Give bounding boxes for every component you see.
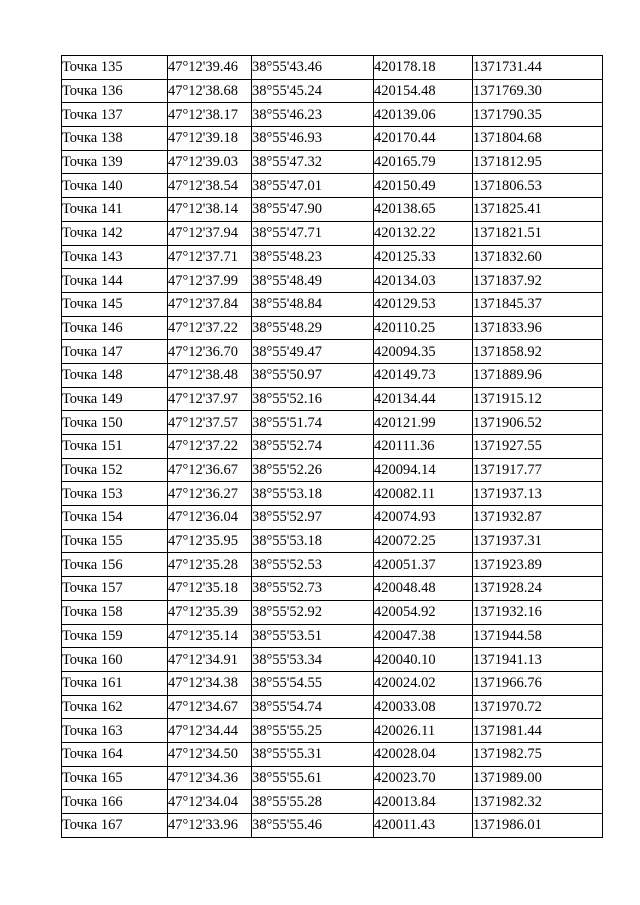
table-row	[62, 695, 603, 719]
point-name-cell: Точка 160	[62, 648, 168, 672]
longitude-cell: 38°55'45.24	[252, 79, 374, 103]
y-coordinate-cell: 1371944.58	[473, 624, 603, 648]
point-name-cell: Точка 156	[62, 553, 168, 577]
latitude-cell: 47°12'38.14	[168, 198, 252, 222]
point-name-cell: Точка 136	[62, 79, 168, 103]
latitude-cell: 47°12'37.99	[168, 269, 252, 293]
longitude-cell: 38°55'52.97	[252, 506, 374, 530]
point-name-cell: Точка 152	[62, 458, 168, 482]
longitude-cell: 38°55'52.74	[252, 435, 374, 459]
point-name-cell: Точка 158	[62, 600, 168, 624]
latitude-cell: 47°12'38.48	[168, 363, 252, 387]
latitude-cell: 47°12'34.50	[168, 742, 252, 766]
x-coordinate-cell: 420094.14	[374, 458, 473, 482]
point-name-cell: Точка 164	[62, 742, 168, 766]
point-name-cell: Точка 162	[62, 695, 168, 719]
x-coordinate-cell: 420165.79	[374, 150, 473, 174]
point-name-cell: Точка 148	[62, 363, 168, 387]
table-row	[62, 624, 603, 648]
x-coordinate-cell: 420094.35	[374, 340, 473, 364]
point-name-cell: Точка 145	[62, 292, 168, 316]
y-coordinate-cell: 1371970.72	[473, 695, 603, 719]
point-name-cell: Точка 153	[62, 482, 168, 506]
x-coordinate-cell: 420149.73	[374, 363, 473, 387]
y-coordinate-cell: 1371915.12	[473, 387, 603, 411]
latitude-cell: 47°12'36.67	[168, 458, 252, 482]
x-coordinate-cell: 420047.38	[374, 624, 473, 648]
y-coordinate-cell: 1371858.92	[473, 340, 603, 364]
point-name-cell: Точка 166	[62, 790, 168, 814]
x-coordinate-cell: 420011.43	[374, 814, 473, 838]
y-coordinate-cell: 1371832.60	[473, 245, 603, 269]
table-row	[62, 56, 603, 80]
y-coordinate-cell: 1371932.16	[473, 600, 603, 624]
table-row	[62, 506, 603, 530]
table-row	[62, 316, 603, 340]
y-coordinate-cell: 1371769.30	[473, 79, 603, 103]
longitude-cell: 38°55'47.32	[252, 150, 374, 174]
table-row	[62, 340, 603, 364]
y-coordinate-cell: 1371923.89	[473, 553, 603, 577]
latitude-cell: 47°12'34.38	[168, 671, 252, 695]
y-coordinate-cell: 1371833.96	[473, 316, 603, 340]
longitude-cell: 38°55'43.46	[252, 56, 374, 80]
y-coordinate-cell: 1371806.53	[473, 174, 603, 198]
x-coordinate-cell: 420139.06	[374, 103, 473, 127]
table-row	[62, 387, 603, 411]
longitude-cell: 38°55'54.55	[252, 671, 374, 695]
point-name-cell: Точка 167	[62, 814, 168, 838]
x-coordinate-cell: 420129.53	[374, 292, 473, 316]
x-coordinate-cell: 420134.03	[374, 269, 473, 293]
longitude-cell: 38°55'55.25	[252, 719, 374, 743]
point-name-cell: Точка 138	[62, 127, 168, 151]
longitude-cell: 38°55'48.29	[252, 316, 374, 340]
latitude-cell: 47°12'34.67	[168, 695, 252, 719]
table-row	[62, 766, 603, 790]
point-name-cell: Точка 143	[62, 245, 168, 269]
coordinates-table-body	[62, 56, 603, 838]
y-coordinate-cell: 1371917.77	[473, 458, 603, 482]
latitude-cell: 47°12'38.17	[168, 103, 252, 127]
x-coordinate-cell: 420054.92	[374, 600, 473, 624]
latitude-cell: 47°12'39.18	[168, 127, 252, 151]
latitude-cell: 47°12'37.22	[168, 316, 252, 340]
x-coordinate-cell: 420013.84	[374, 790, 473, 814]
y-coordinate-cell: 1371825.41	[473, 198, 603, 222]
y-coordinate-cell: 1371889.96	[473, 363, 603, 387]
point-name-cell: Точка 163	[62, 719, 168, 743]
y-coordinate-cell: 1371937.13	[473, 482, 603, 506]
x-coordinate-cell: 420154.48	[374, 79, 473, 103]
y-coordinate-cell: 1371790.35	[473, 103, 603, 127]
y-coordinate-cell: 1371845.37	[473, 292, 603, 316]
latitude-cell: 47°12'37.57	[168, 411, 252, 435]
x-coordinate-cell: 420024.02	[374, 671, 473, 695]
table-row	[62, 529, 603, 553]
latitude-cell: 47°12'34.04	[168, 790, 252, 814]
latitude-cell: 47°12'36.27	[168, 482, 252, 506]
latitude-cell: 47°12'34.91	[168, 648, 252, 672]
table-row	[62, 790, 603, 814]
y-coordinate-cell: 1371989.00	[473, 766, 603, 790]
latitude-cell: 47°12'37.94	[168, 221, 252, 245]
longitude-cell: 38°55'50.97	[252, 363, 374, 387]
longitude-cell: 38°55'54.74	[252, 695, 374, 719]
table-row	[62, 363, 603, 387]
x-coordinate-cell: 420111.36	[374, 435, 473, 459]
x-coordinate-cell: 420082.11	[374, 482, 473, 506]
y-coordinate-cell: 1371966.76	[473, 671, 603, 695]
point-name-cell: Точка 155	[62, 529, 168, 553]
latitude-cell: 47°12'36.70	[168, 340, 252, 364]
longitude-cell: 38°55'55.46	[252, 814, 374, 838]
x-coordinate-cell: 420040.10	[374, 648, 473, 672]
longitude-cell: 38°55'46.23	[252, 103, 374, 127]
x-coordinate-cell: 420072.25	[374, 529, 473, 553]
latitude-cell: 47°12'35.18	[168, 577, 252, 601]
longitude-cell: 38°55'53.18	[252, 529, 374, 553]
longitude-cell: 38°55'47.71	[252, 221, 374, 245]
table-row	[62, 577, 603, 601]
y-coordinate-cell: 1371928.24	[473, 577, 603, 601]
latitude-cell: 47°12'34.36	[168, 766, 252, 790]
y-coordinate-cell: 1371932.87	[473, 506, 603, 530]
table-row	[62, 742, 603, 766]
longitude-cell: 38°55'55.61	[252, 766, 374, 790]
longitude-cell: 38°55'49.47	[252, 340, 374, 364]
longitude-cell: 38°55'55.31	[252, 742, 374, 766]
table-row	[62, 458, 603, 482]
latitude-cell: 47°12'39.03	[168, 150, 252, 174]
point-name-cell: Точка 135	[62, 56, 168, 80]
latitude-cell: 47°12'35.28	[168, 553, 252, 577]
latitude-cell: 47°12'37.97	[168, 387, 252, 411]
point-name-cell: Точка 149	[62, 387, 168, 411]
latitude-cell: 47°12'34.44	[168, 719, 252, 743]
table-row	[62, 269, 603, 293]
table-row	[62, 245, 603, 269]
table-row	[62, 435, 603, 459]
y-coordinate-cell: 1371812.95	[473, 150, 603, 174]
longitude-cell: 38°55'47.01	[252, 174, 374, 198]
y-coordinate-cell: 1371906.52	[473, 411, 603, 435]
longitude-cell: 38°55'52.26	[252, 458, 374, 482]
latitude-cell: 47°12'35.39	[168, 600, 252, 624]
table-row	[62, 648, 603, 672]
latitude-cell: 47°12'35.95	[168, 529, 252, 553]
coordinates-table	[61, 55, 603, 838]
point-name-cell: Точка 159	[62, 624, 168, 648]
longitude-cell: 38°55'52.53	[252, 553, 374, 577]
x-coordinate-cell: 420132.22	[374, 221, 473, 245]
point-name-cell: Точка 151	[62, 435, 168, 459]
latitude-cell: 47°12'37.71	[168, 245, 252, 269]
longitude-cell: 38°55'46.93	[252, 127, 374, 151]
y-coordinate-cell: 1371937.31	[473, 529, 603, 553]
y-coordinate-cell: 1371837.92	[473, 269, 603, 293]
point-name-cell: Точка 154	[62, 506, 168, 530]
latitude-cell: 47°12'38.68	[168, 79, 252, 103]
x-coordinate-cell: 420033.08	[374, 695, 473, 719]
table-row	[62, 198, 603, 222]
latitude-cell: 47°12'37.22	[168, 435, 252, 459]
longitude-cell: 38°55'55.28	[252, 790, 374, 814]
point-name-cell: Точка 150	[62, 411, 168, 435]
y-coordinate-cell: 1371927.55	[473, 435, 603, 459]
x-coordinate-cell: 420138.65	[374, 198, 473, 222]
point-name-cell: Точка 161	[62, 671, 168, 695]
table-row	[62, 221, 603, 245]
longitude-cell: 38°55'48.84	[252, 292, 374, 316]
longitude-cell: 38°55'52.92	[252, 600, 374, 624]
x-coordinate-cell: 420125.33	[374, 245, 473, 269]
point-name-cell: Точка 141	[62, 198, 168, 222]
point-name-cell: Точка 144	[62, 269, 168, 293]
y-coordinate-cell: 1371804.68	[473, 127, 603, 151]
x-coordinate-cell: 420134.44	[374, 387, 473, 411]
longitude-cell: 38°55'53.34	[252, 648, 374, 672]
latitude-cell: 47°12'38.54	[168, 174, 252, 198]
x-coordinate-cell: 420026.11	[374, 719, 473, 743]
point-name-cell: Точка 157	[62, 577, 168, 601]
table-row	[62, 814, 603, 838]
point-name-cell: Точка 147	[62, 340, 168, 364]
x-coordinate-cell: 420051.37	[374, 553, 473, 577]
table-row	[62, 292, 603, 316]
table-row	[62, 671, 603, 695]
point-name-cell: Точка 165	[62, 766, 168, 790]
point-name-cell: Точка 146	[62, 316, 168, 340]
longitude-cell: 38°55'51.74	[252, 411, 374, 435]
longitude-cell: 38°55'48.49	[252, 269, 374, 293]
table-row	[62, 411, 603, 435]
x-coordinate-cell: 420110.25	[374, 316, 473, 340]
x-coordinate-cell: 420028.04	[374, 742, 473, 766]
longitude-cell: 38°55'52.73	[252, 577, 374, 601]
y-coordinate-cell: 1371821.51	[473, 221, 603, 245]
point-name-cell: Точка 139	[62, 150, 168, 174]
x-coordinate-cell: 420023.70	[374, 766, 473, 790]
table-row	[62, 553, 603, 577]
longitude-cell: 38°55'48.23	[252, 245, 374, 269]
point-name-cell: Точка 140	[62, 174, 168, 198]
longitude-cell: 38°55'47.90	[252, 198, 374, 222]
latitude-cell: 47°12'36.04	[168, 506, 252, 530]
table-row	[62, 482, 603, 506]
point-name-cell: Точка 142	[62, 221, 168, 245]
longitude-cell: 38°55'53.51	[252, 624, 374, 648]
y-coordinate-cell: 1371982.32	[473, 790, 603, 814]
y-coordinate-cell: 1371981.44	[473, 719, 603, 743]
latitude-cell: 47°12'39.46	[168, 56, 252, 80]
table-row	[62, 174, 603, 198]
table-row	[62, 600, 603, 624]
longitude-cell: 38°55'52.16	[252, 387, 374, 411]
latitude-cell: 47°12'37.84	[168, 292, 252, 316]
table-row	[62, 150, 603, 174]
y-coordinate-cell: 1371982.75	[473, 742, 603, 766]
table-row	[62, 103, 603, 127]
x-coordinate-cell: 420178.18	[374, 56, 473, 80]
latitude-cell: 47°12'33.96	[168, 814, 252, 838]
y-coordinate-cell: 1371731.44	[473, 56, 603, 80]
y-coordinate-cell: 1371986.01	[473, 814, 603, 838]
x-coordinate-cell: 420074.93	[374, 506, 473, 530]
latitude-cell: 47°12'35.14	[168, 624, 252, 648]
x-coordinate-cell: 420048.48	[374, 577, 473, 601]
x-coordinate-cell: 420121.99	[374, 411, 473, 435]
longitude-cell: 38°55'53.18	[252, 482, 374, 506]
x-coordinate-cell: 420170.44	[374, 127, 473, 151]
x-coordinate-cell: 420150.49	[374, 174, 473, 198]
y-coordinate-cell: 1371941.13	[473, 648, 603, 672]
table-row	[62, 79, 603, 103]
table-row	[62, 127, 603, 151]
point-name-cell: Точка 137	[62, 103, 168, 127]
table-row	[62, 719, 603, 743]
